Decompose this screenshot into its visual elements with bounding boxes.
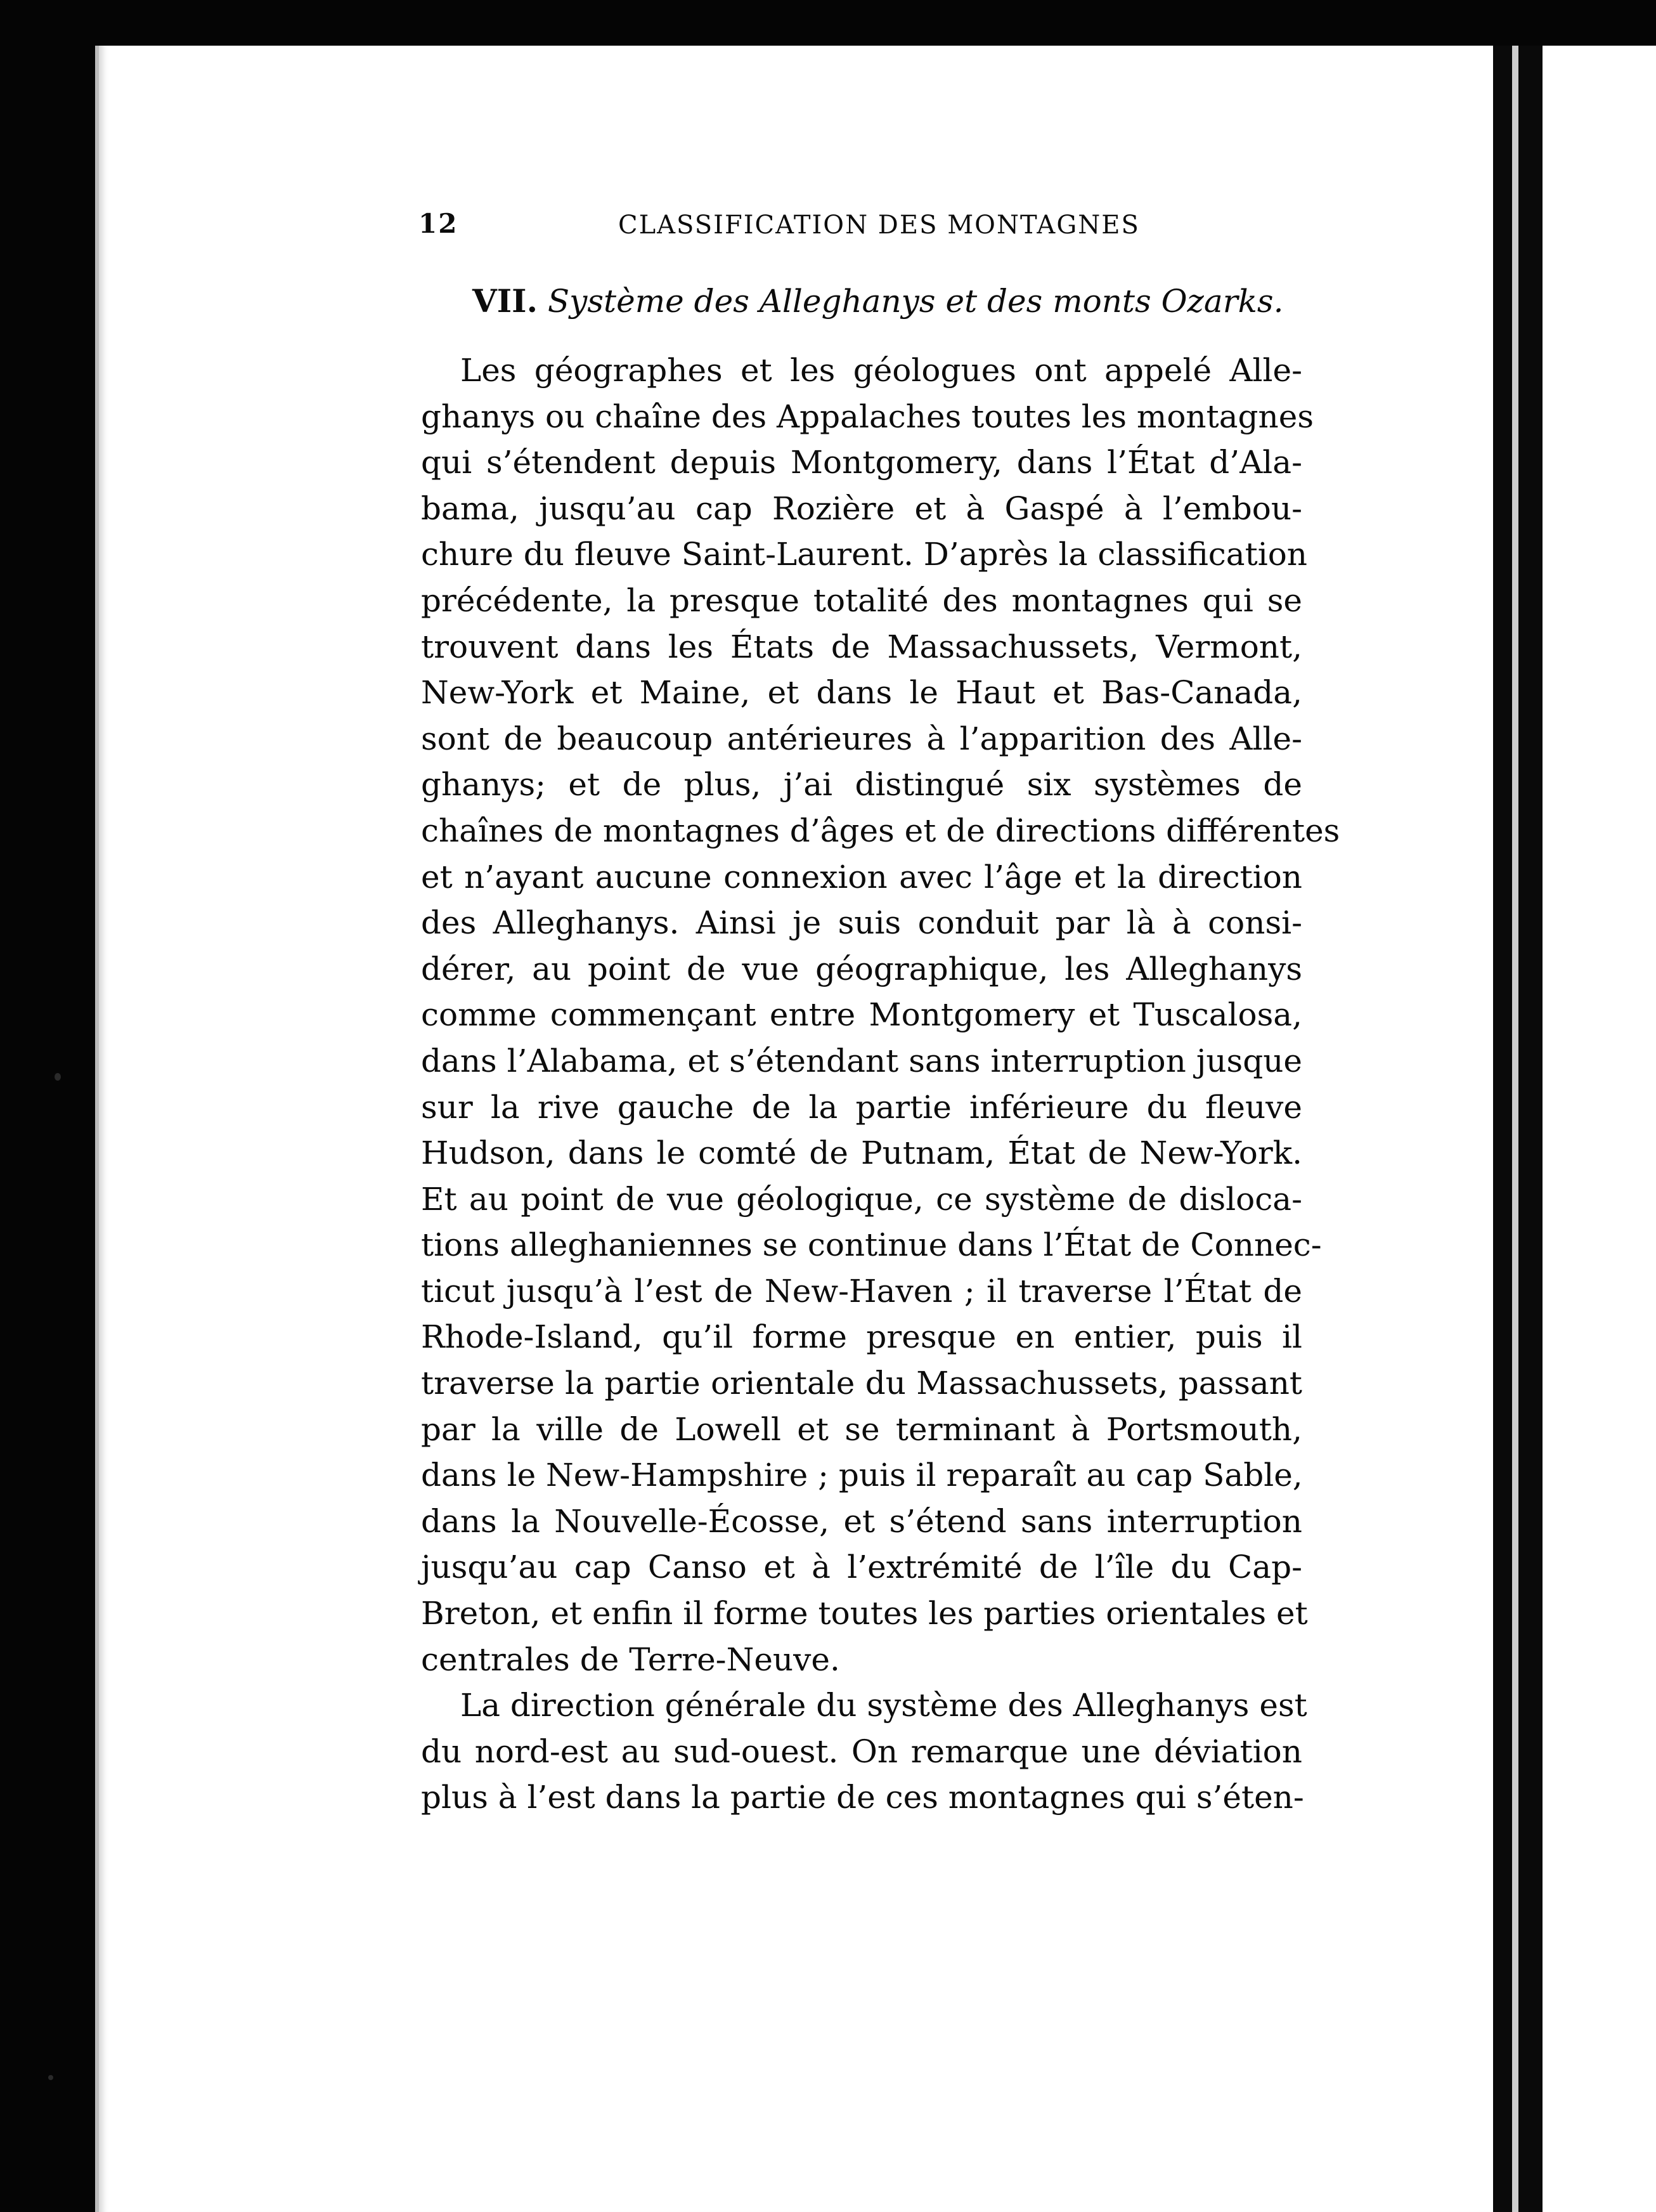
text-line: plus à l’est dans la partie de ces montagnes qui s’éten- [421,1779,1304,1816]
book-gutter [1493,46,1543,2212]
text-line: centrales de Terre-Neuve. [421,1641,840,1678]
page-number: 12 [418,208,458,239]
text-line: Breton, et enfin il forme toutes les parties orientales et [421,1595,1308,1632]
gutter-edge [1512,46,1518,2212]
text-line: New-York et Maine, et dans le Haut et Bas-Canada, [421,674,1302,712]
text-line: Et au point de vue géologique, ce système de disloca- [421,1180,1302,1218]
running-head [418,208,1300,246]
text-line: par la ville de Lowell et se terminant à Portsmouth, [421,1410,1302,1448]
text-line: précédente, la presque totalité des montagnes qui se [421,582,1302,619]
text-line: chure du fleuve Saint-Laurent. D’après la classification [421,536,1307,573]
scan-speck [55,1073,61,1081]
facing-page-edge [1543,46,1656,2212]
text-line: dans l’Alabama, et s’étendant sans interruption jusque [421,1042,1302,1079]
scan-speck [48,2075,53,2080]
text-line: Les géographes et les géologues ont appelé Alle- [460,352,1302,389]
text-line: bama, jusqu’au cap Rozière et à Gaspé à l’embou- [421,490,1302,527]
text-line: La direction générale du système des Alleghanys est [460,1687,1307,1724]
text-line: Hudson, dans le comté de Putnam, État de New-York. [421,1135,1302,1172]
text-line: ghanys; et de plus, j’ai distingué six systèmes de [421,766,1302,803]
text-line: jusqu’au cap Canso et à l’extrémité de l’île du Cap- [421,1549,1302,1586]
text-line: des Alleghanys. Ainsi je suis conduit par là à consi- [421,904,1302,942]
section-title: Système des Alleghanys et des monts Ozarks. [547,283,1284,320]
text-line: traverse la partie orientale du Massachussets, passant [421,1365,1302,1402]
text-line: du nord-est au sud-ouest. On remarque une déviation [421,1733,1302,1770]
text-line: et n’ayant aucune connexion avec l’âge et la direction [421,858,1302,895]
body-text [421,348,1340,1821]
section-heading [472,282,1297,320]
text-line: tions alleghaniennes se continue dans l’État de Connec- [421,1226,1322,1264]
text-line: sur la rive gauche de la partie inférieure du fleuve [421,1088,1302,1126]
text-line: ticut jusqu’à l’est de New-Haven ; il traverse l’État de [421,1272,1302,1310]
paragraph [421,348,1340,1682]
text-line: comme commençant entre Montgomery et Tuscalosa, [421,996,1302,1034]
text-line: Rhode-Island, qu’il forme presque en entier, puis il [421,1318,1302,1356]
text-line: dans le New-Hampshire ; puis il reparaît au cap Sable, [421,1457,1303,1494]
text-line: trouvent dans les États de Massachussets, Vermont, [421,628,1302,665]
text-line: sont de beaucoup antérieures à l’apparition des Alle- [421,720,1302,757]
text-line: ghanys ou chaîne des Appalaches toutes les montagnes [421,398,1314,435]
text-line: qui s’étendent depuis Montgomery, dans l’État d’Ala- [421,444,1302,481]
text-line: chaînes de montagnes d’âges et de directions différentes [421,812,1340,849]
paragraph [421,1682,1307,1821]
text-line: dans la Nouvelle-Écosse, et s’étend sans interruption [421,1502,1302,1540]
text-line: dérer, au point de vue géographique, les Alleghanys [421,950,1302,987]
section-number: VII. [472,282,538,320]
running-title: CLASSIFICATION DES MONTAGNES [618,211,1140,240]
